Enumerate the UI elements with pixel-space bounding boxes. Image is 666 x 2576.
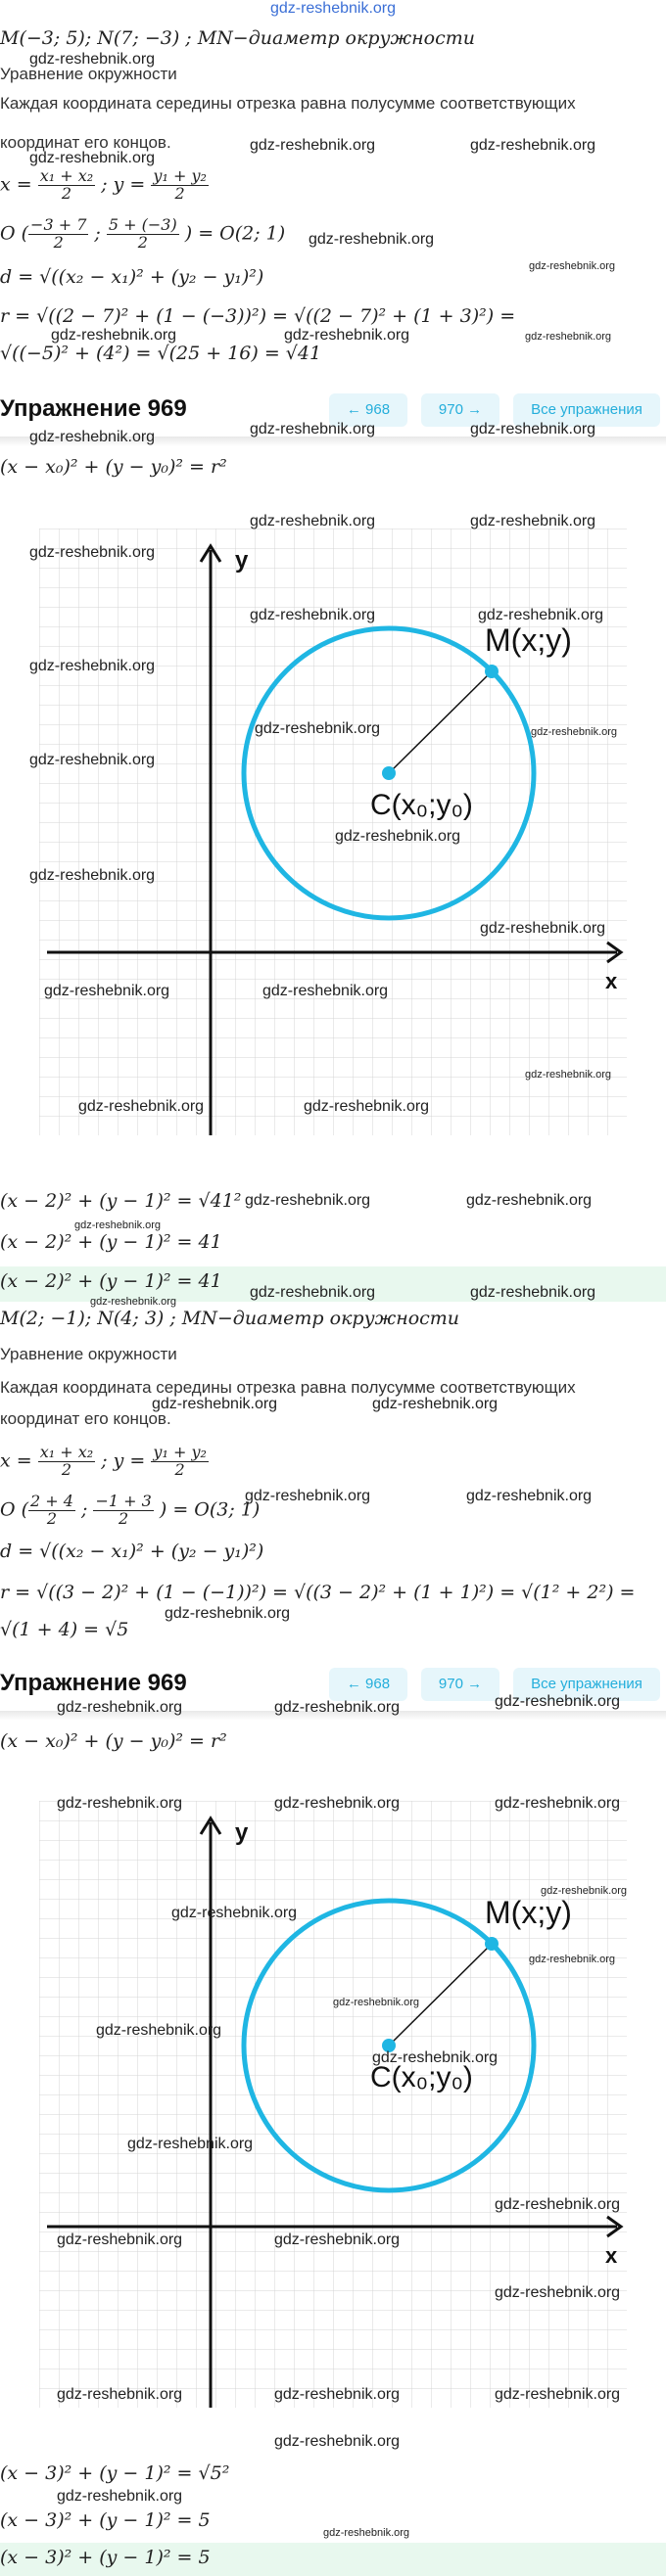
watermark: gdz-reshebnik.org: [78, 1098, 205, 1115]
exercise-title: Упражнение 969: [0, 1670, 187, 1696]
watermark: gdz-reshebnik.org: [127, 2136, 254, 2152]
result-1a: (x − 2)² + (y − 1)² = √41²: [0, 1190, 242, 1212]
watermark: gdz-reshebnik.org: [372, 2049, 499, 2066]
watermark: gdz-reshebnik.org: [470, 513, 596, 529]
x-axis-label: x: [605, 2243, 618, 2268]
circle-point: [485, 665, 499, 678]
watermark: gdz-reshebnik.org: [90, 1296, 177, 1308]
watermark: gdz-reshebnik.org: [372, 1396, 499, 1412]
watermark: gdz-reshebnik.org: [250, 1284, 376, 1301]
watermark: gdz-reshebnik.org: [284, 327, 410, 344]
prev-exercise-button[interactable]: ← 968: [329, 393, 407, 427]
next-exercise-button[interactable]: 970 →: [421, 393, 500, 427]
watermark: gdz-reshebnik.org: [495, 2386, 621, 2403]
watermark: gdz-reshebnik.org: [495, 2284, 621, 2301]
result-2b: (x − 3)² + (y − 1)² = 5: [0, 2509, 211, 2531]
watermark: gdz-reshebnik.org: [335, 828, 461, 845]
answer-2: (x − 3)² + (y − 1)² = 5: [0, 2547, 211, 2568]
prev-exercise-button[interactable]: ← 968: [329, 1668, 407, 1701]
watermark: gdz-reshebnik.org: [470, 1284, 596, 1301]
center-formula-2: O ( $\frac{2 + 4}{2}$ ; $\frac{-1 + 3}{2}$ ) = O(3; 1): [0, 1492, 261, 1528]
result-2a: (x − 3)² + (y − 1)² = √5²: [0, 2462, 230, 2484]
watermark: gdz-reshebnik.org: [274, 2386, 401, 2403]
watermark: gdz-reshebnik.org: [29, 544, 156, 561]
watermark: gdz-reshebnik.org: [250, 607, 376, 623]
watermark: gdz-reshebnik.org: [495, 2196, 621, 2213]
general-equation-1: (x − x₀)² + (y − y₀)² = r²: [0, 456, 227, 478]
watermark: gdz-reshebnik.org: [529, 1954, 616, 1965]
midpoint-text-2a: Каждая координата середины отрезка равна полусумме соответствующих: [0, 1378, 576, 1397]
circle-point: [485, 1937, 499, 1951]
watermark: gdz-reshebnik.org: [478, 607, 604, 623]
given-2: M(2; −1); N(4; 3) ; MN−диаметр окружности: [0, 1308, 460, 1329]
eq-title-2: Уравнение окружности: [0, 1345, 177, 1363]
watermark: gdz-reshebnik.org: [470, 421, 596, 437]
watermark: gdz-reshebnik.org: [57, 2231, 183, 2248]
circle-graph-2: [0, 1762, 666, 2427]
general-equation-2: (x − x₀)² + (y − y₀)² = r²: [0, 1730, 227, 1752]
watermark: gdz-reshebnik.org: [57, 2386, 183, 2403]
result-1b: (x − 2)² + (y − 1)² = 41: [0, 1231, 222, 1253]
watermark: gdz-reshebnik.org: [29, 51, 156, 68]
watermark: gdz-reshebnik.org: [333, 1997, 420, 2008]
midpoint-formula-1: x = $\frac{\text{x₁ + x₂}}{2}$ ; y = $\frac{\text{y₁ + y₂}}{2}$: [0, 166, 207, 203]
point-c-label: C(x₀;y₀): [370, 2061, 473, 2093]
watermark: gdz-reshebnik.org: [250, 137, 376, 154]
watermark: gdz-reshebnik.org: [480, 920, 606, 937]
grid: [39, 1801, 627, 2408]
distance-formula-2: d = √((x₂ − x₁)² + (y₂ − y₁)²): [0, 1541, 264, 1562]
midpoint-text-1a: Каждая координата середины отрезка равна полусумме соответствующих: [0, 94, 576, 113]
watermark: gdz-reshebnik.org: [466, 1488, 593, 1504]
y-axis-label: y: [235, 547, 249, 574]
watermark: gdz-reshebnik.org: [29, 658, 156, 674]
watermark: gdz-reshebnik.org: [529, 260, 616, 272]
watermark: gdz-reshebnik.org: [29, 429, 156, 445]
watermark: gdz-reshebnik.org: [44, 983, 170, 999]
answer-1: (x − 2)² + (y − 1)² = 41: [0, 1270, 222, 1292]
watermark: gdz-reshebnik.org: [304, 1098, 430, 1115]
watermark: gdz-reshebnik.org: [74, 1219, 162, 1231]
watermark: gdz-reshebnik.org: [57, 1699, 183, 1716]
watermark: gdz-reshebnik.org: [245, 1488, 371, 1504]
next-exercise-button[interactable]: 970 →: [421, 1668, 500, 1701]
watermark: gdz-reshebnik.org: [525, 1069, 612, 1081]
watermark: gdz-reshebnik.org: [29, 752, 156, 768]
watermark: gdz-reshebnik.org: [470, 137, 596, 154]
radius-line-1b: √((−5)² + (4²) = √(25 + 16) = √41: [0, 343, 322, 364]
midpoint-formula-2: x = $\frac{\text{x₁ + x₂}}{2}$ ; y = $\frac{\text{y₁ + y₂}}{2}$: [0, 1443, 207, 1479]
watermark: gdz-reshebnik.org: [29, 867, 156, 884]
point-m-label: M(x;y): [485, 1895, 572, 1930]
watermark: gdz-reshebnik.org: [96, 2022, 222, 2039]
watermark: gdz-reshebnik.org: [541, 1885, 628, 1897]
watermark: gdz-reshebnik.org: [309, 231, 435, 248]
circle-graph-1: [0, 489, 666, 1155]
watermark: gdz-reshebnik.org: [262, 983, 389, 999]
watermark: gdz-reshebnik.org: [274, 1699, 401, 1716]
watermark: gdz-reshebnik.org: [51, 327, 177, 344]
site-link[interactable]: gdz-reshebnik.org: [269, 0, 397, 17]
center-point: [382, 766, 396, 780]
radius-line-2b: √(1 + 4) = √5: [0, 1619, 129, 1640]
point-c-label: C(x₀;y₀): [370, 789, 473, 821]
exercise-title: Упражнение 969: [0, 395, 187, 422]
center-formula-1: O ( $\frac{-3 + 7}{2}$ ; $\frac{5 + (-3)}{2}$ ) = O(2; 1): [0, 215, 286, 252]
watermark: gdz-reshebnik.org: [495, 1795, 621, 1812]
all-exercises-button[interactable]: Все упражнения: [513, 1668, 660, 1701]
watermark: gdz-reshebnik.org: [250, 421, 376, 437]
watermark: gdz-reshebnik.org: [255, 720, 381, 737]
watermark: gdz-reshebnik.org: [495, 1693, 621, 1710]
watermark: gdz-reshebnik.org: [466, 1192, 593, 1209]
watermark: gdz-reshebnik.org: [274, 1795, 401, 1812]
watermark: gdz-reshebnik.org: [57, 2488, 183, 2505]
watermark: gdz-reshebnik.org: [57, 1795, 183, 1812]
watermark: gdz-reshebnik.org: [245, 1192, 371, 1209]
watermark: gdz-reshebnik.org: [531, 726, 618, 738]
y-axis-label: y: [235, 1819, 249, 1846]
point-m-label: M(x;y): [485, 622, 572, 658]
watermark: gdz-reshebnik.org: [171, 1905, 298, 1921]
eq-title-1: Уравнение окружности: [0, 65, 177, 83]
given-1: M(−3; 5); N(7; −3) ; MN−диаметр окружности: [0, 27, 475, 49]
watermark: gdz-reshebnik.org: [274, 2231, 401, 2248]
watermark: gdz-reshebnik.org: [250, 513, 376, 529]
distance-formula-1: d = √((x₂ − x₁)² + (y₂ − y₁)²): [0, 266, 264, 288]
watermark: gdz-reshebnik.org: [152, 1396, 278, 1412]
all-exercises-button[interactable]: Все упражнения: [513, 393, 660, 427]
watermark: gdz-reshebnik.org: [165, 1605, 291, 1622]
midpoint-text-1b: координат его концов.: [0, 133, 171, 152]
watermark: gdz-reshebnik.org: [323, 2527, 410, 2539]
radius-line-2: r = √((3 − 2)² + (1 − (−1))²) = √((3 − 2)² + (1 + 1)²) = √(1² + 2²) =: [0, 1582, 636, 1603]
watermark: gdz-reshebnik.org: [29, 150, 156, 166]
watermark: gdz-reshebnik.org: [274, 2433, 401, 2450]
midpoint-text-2b: координат его концов.: [0, 1409, 171, 1428]
radius-line-1: r = √((2 − 7)² + (1 − (−3))²) = √((2 − 7)² + (1 + 3)²) =: [0, 305, 516, 327]
x-axis-label: x: [605, 969, 618, 993]
watermark: gdz-reshebnik.org: [525, 331, 612, 343]
